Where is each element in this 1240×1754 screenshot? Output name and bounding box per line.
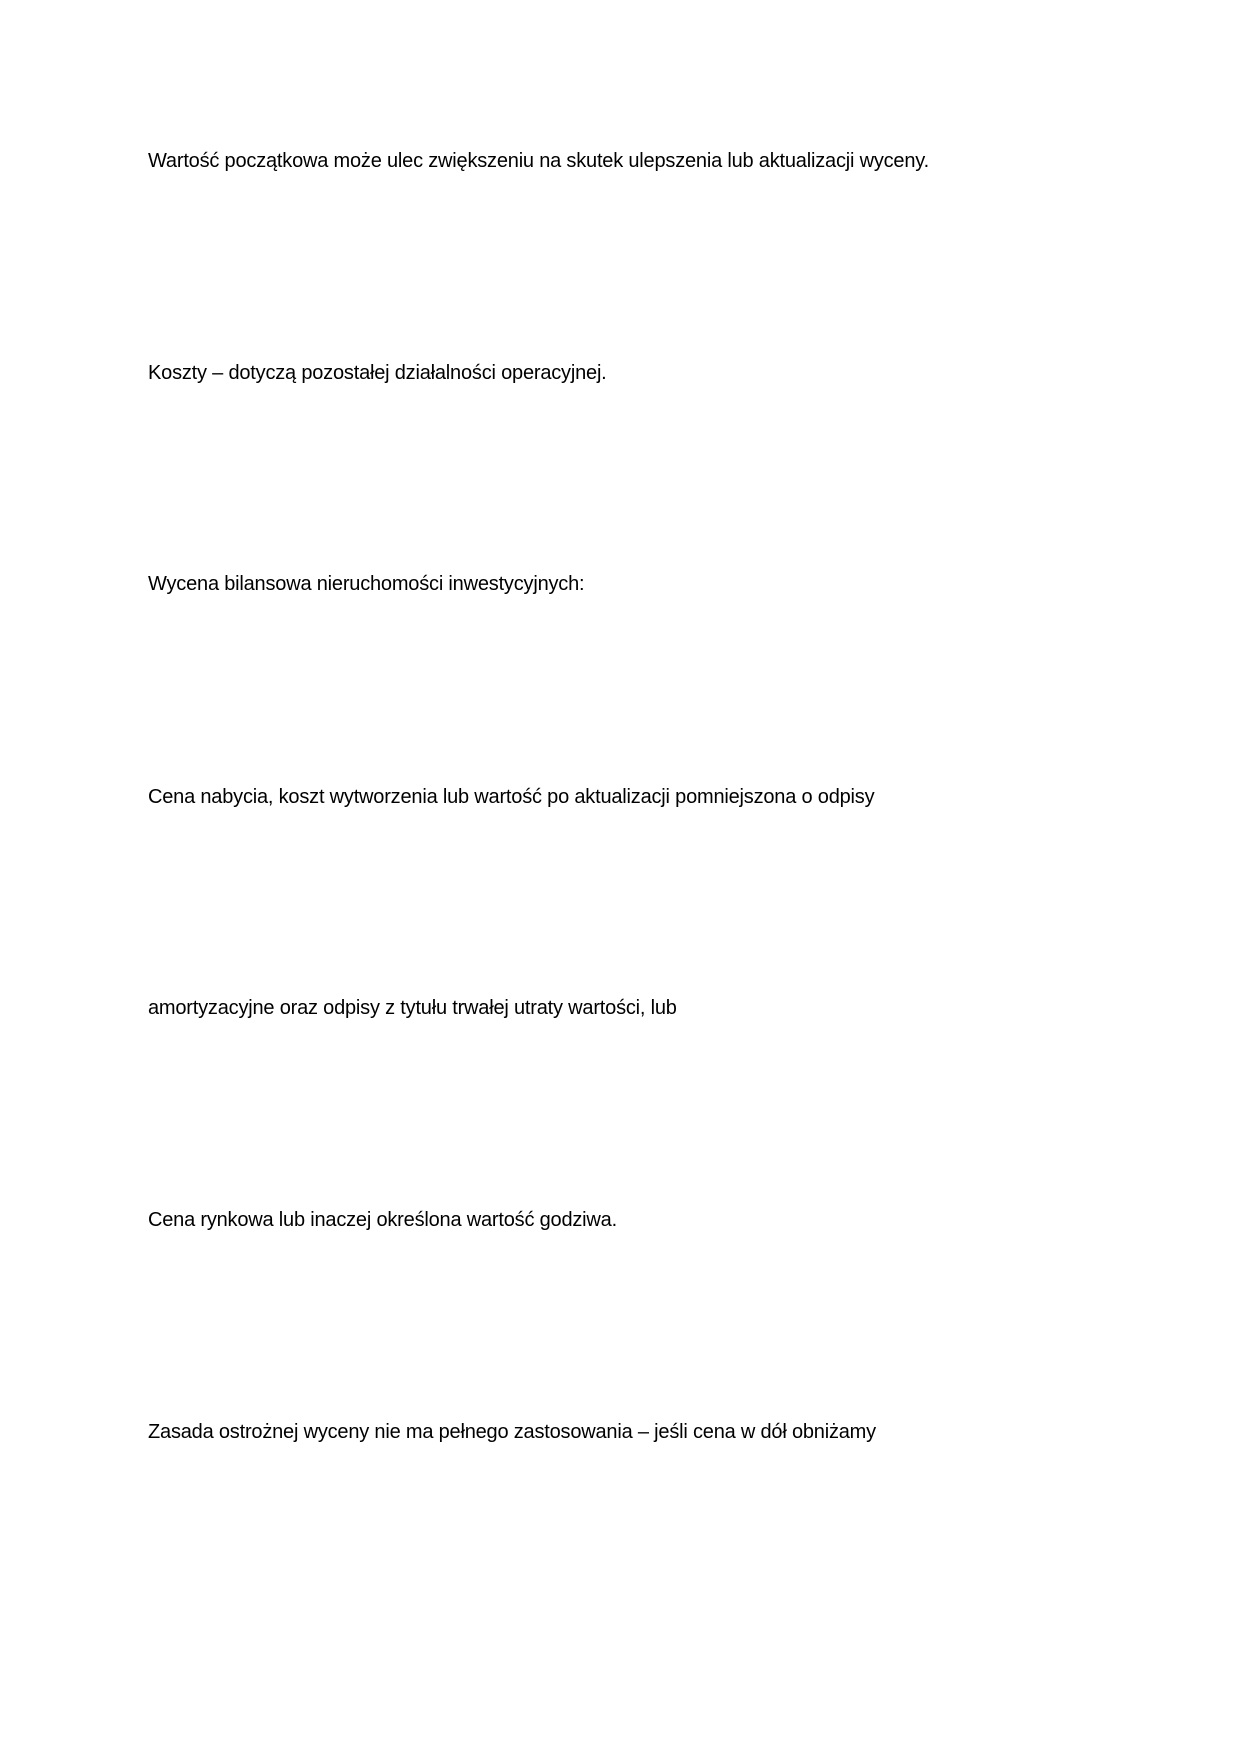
paragraph-balance-valuation-heading: Wycena bilansowa nieruchomości inwestycyjnych: bbox=[148, 573, 585, 595]
paragraph-acquisition-price: Cena nabycia, koszt wytworzenia lub wartość po aktualizacji pomniejszona o odpisy bbox=[148, 786, 875, 808]
paragraph-depreciation: amortyzacyjne oraz odpisy z tytułu trwałej utraty wartości, lub bbox=[148, 997, 677, 1019]
paragraph-market-price: Cena rynkowa lub inaczej określona wartość godziwa. bbox=[148, 1209, 617, 1231]
paragraph-prudence-principle: Zasada ostrożnej wyceny nie ma pełnego zastosowania – jeśli cena w dół obniżamy bbox=[148, 1421, 876, 1443]
paragraph-costs: Koszty – dotyczą pozostałej działalności operacyjnej. bbox=[148, 362, 607, 384]
paragraph-initial-value: Wartość początkowa może ulec zwiększeniu na skutek ulepszenia lub aktualizacji wyceny. bbox=[148, 150, 929, 172]
